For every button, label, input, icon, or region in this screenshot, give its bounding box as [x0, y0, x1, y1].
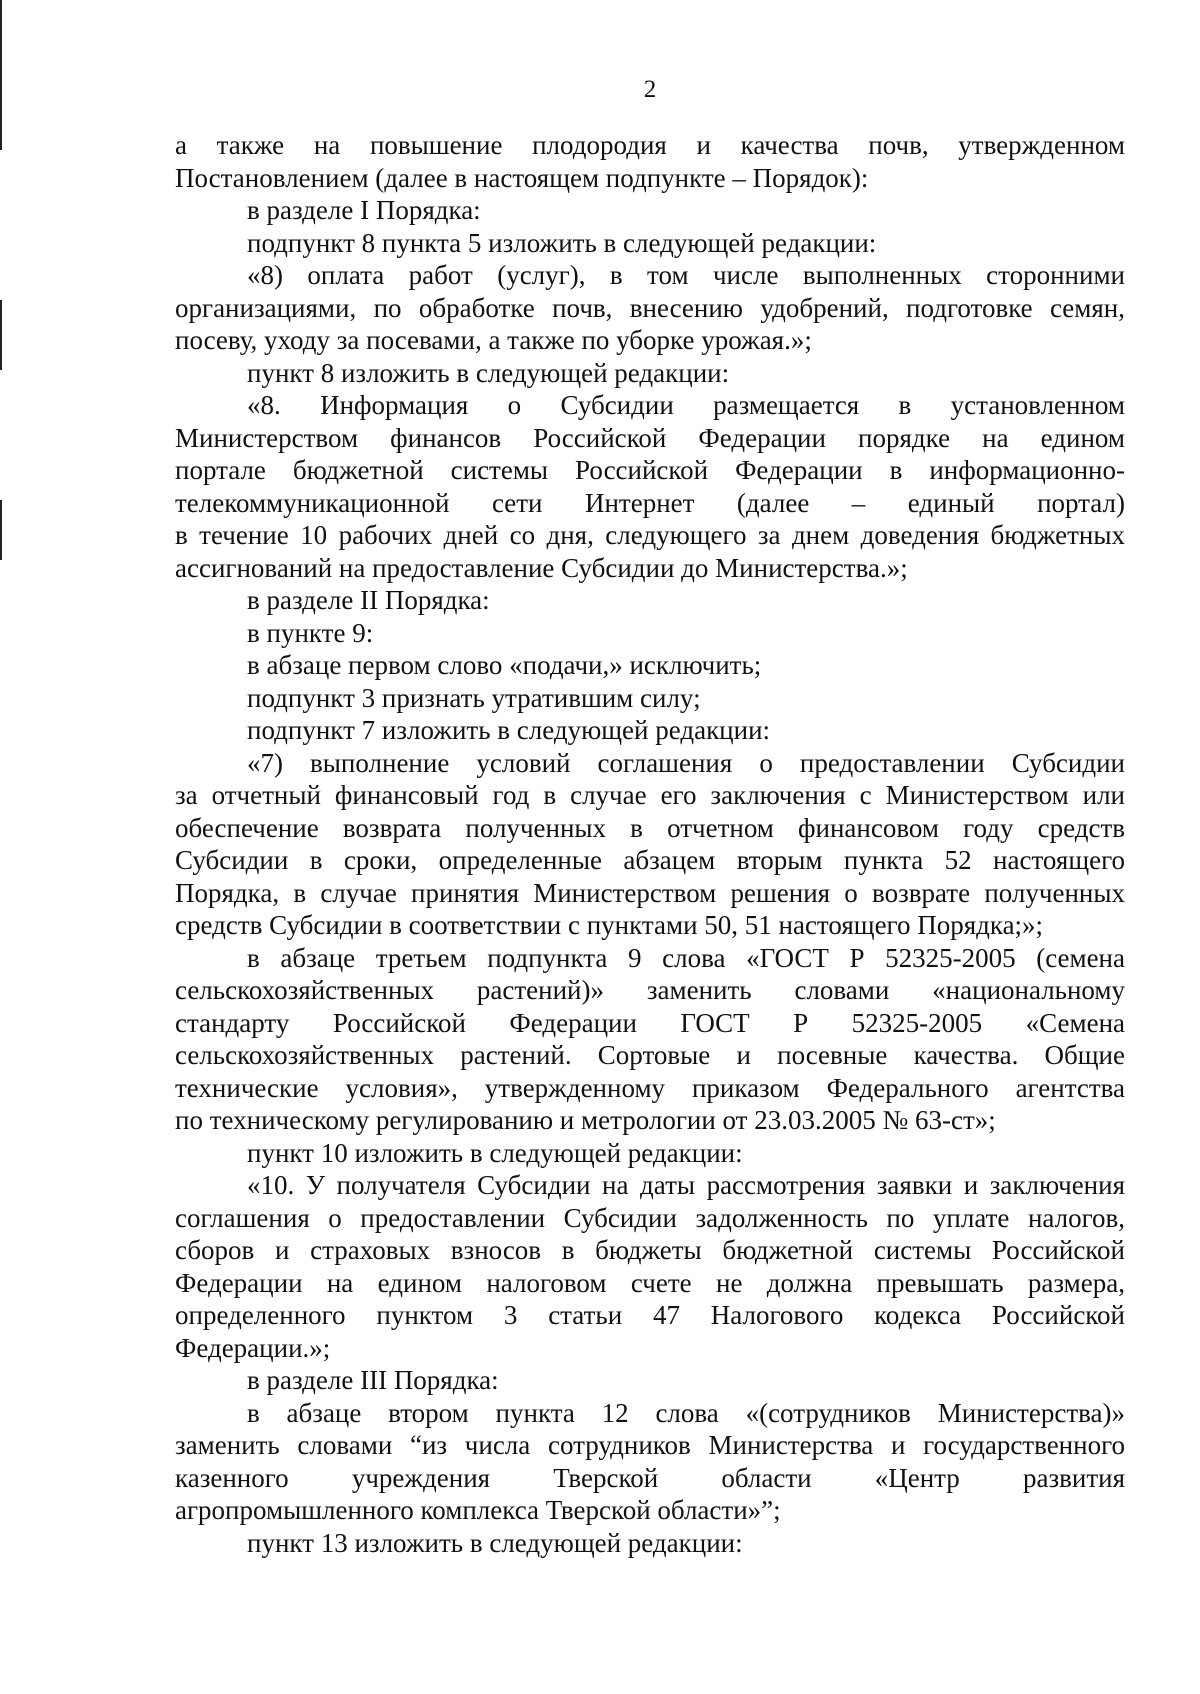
- text-line: в пункте 9:: [247, 617, 374, 648]
- text-line: в разделе II Порядка:: [247, 585, 490, 615]
- text-line: Министерством финансов Российской Федерации порядке на едином: [175, 422, 1125, 453]
- text-line: Федерации на едином налоговом счете не должна превышать размера,: [175, 1267, 1125, 1298]
- text-line: подпункт 7 изложить в следующей редакции:: [247, 715, 771, 745]
- text-line: а также на повышение плодородия и качества почв, утвержденном: [175, 130, 1125, 160]
- text-line: обеспечение возврата полученных в отчетном финансовом году средств: [175, 812, 1125, 843]
- text-line: ассигнований на предоставление Субсидии до Министерства.»;: [175, 552, 908, 583]
- text-line: в разделе I Порядка:: [247, 195, 481, 225]
- text-line: пункт 8 изложить в следующей редакции:: [247, 357, 730, 388]
- text-line: в разделе III Порядка:: [247, 1365, 499, 1395]
- text-line: заменить словами “из числа сотрудников Министерства и государственного: [175, 1430, 1125, 1460]
- text-line: в абзаце втором пункта 12 слова «(сотрудников Министерства)»: [247, 1397, 1125, 1428]
- text-line: стандарту Российской Федерации ГОСТ Р 52325-2005 «Семена: [175, 1007, 1125, 1038]
- scan-edge-lower: [0, 500, 2, 560]
- text-line: «7) выполнение условий соглашения о предоставлении Субсидии: [247, 747, 1125, 778]
- text-line: «8) оплата работ (услуг), в том числе выполненных сторонними: [247, 260, 1125, 290]
- document-body: [175, 129, 1125, 1559]
- text-line: в течение 10 рабочих дней со дня, следующего за днем доведения бюджетных: [175, 520, 1125, 550]
- text-line: Субсидии в сроки, определенные абзацем вторым пункта 52 настоящего: [175, 845, 1125, 875]
- text-line: пункт 10 изложить в следующей редакции:: [247, 1137, 743, 1168]
- text-line: организациями, по обработке почв, внесению удобрений, подготовке семян,: [175, 292, 1125, 323]
- text-line: портале бюджетной системы Российской Федерации в информационно-: [175, 455, 1125, 485]
- text-line: телекоммуникационной сети Интернет (далее – единый портал): [175, 487, 1125, 518]
- text-line: «8. Информация о Субсидии размещается в установленном: [247, 390, 1125, 420]
- text-line: Федерации.»;: [175, 1332, 331, 1363]
- text-line: посеву, уходу за посевами, а также по уборке урожая.»;: [175, 325, 812, 355]
- text-line: подпункт 8 пункта 5 изложить в следующей редакции:: [247, 227, 877, 258]
- text-line: сельскохозяйственных растений. Сортовые и посевные качества. Общие: [175, 1040, 1125, 1070]
- text-line: в абзаце первом слово «подачи,» исключить;: [247, 650, 762, 680]
- text-line: пункт 13 изложить в следующей редакции:: [247, 1527, 743, 1558]
- text-line: определенного пунктом 3 статьи 47 Налогового кодекса Российской: [175, 1300, 1125, 1330]
- text-line: «10. У получателя Субсидии на даты рассмотрения заявки и заключения: [247, 1170, 1125, 1200]
- scan-edge-middle: [0, 300, 2, 370]
- text-line: сборов и страховых взносов в бюджеты бюджетной системы Российской: [175, 1235, 1125, 1265]
- text-line: по техническому регулированию и метрологии от 23.03.2005 № 63-ст»;: [175, 1105, 996, 1135]
- text-line: подпункт 3 признать утратившим силу;: [247, 682, 701, 713]
- text-line: Постановлением (далее в настоящем подпункте – Порядок):: [175, 162, 869, 193]
- text-line: в абзаце третьем подпункта 9 слова «ГОСТ Р 52325-2005 (семена: [247, 942, 1125, 973]
- text-line: сельскохозяйственных растений)» заменить словами «национальному: [175, 975, 1125, 1005]
- text-line: агропромышленного комплекса Тверской области»”;: [175, 1495, 781, 1525]
- text-line: казенного учреждения Тверской области «Центр развития: [175, 1462, 1125, 1493]
- page-number: 2: [643, 76, 657, 103]
- text-line: технические условия», утвержденному приказом Федерального агентства: [175, 1072, 1125, 1103]
- text-line: соглашения о предоставлении Субсидии задолженность по уплате налогов,: [175, 1202, 1125, 1233]
- text-line: средств Субсидии в соответствии с пунктами 50, 51 настоящего Порядка;»;: [175, 910, 1044, 940]
- text-line: за отчетный финансовый год в случае его заключения с Министерством или: [175, 780, 1125, 810]
- text-line: Порядка, в случае принятия Министерством решения о возврате полученных: [175, 877, 1125, 908]
